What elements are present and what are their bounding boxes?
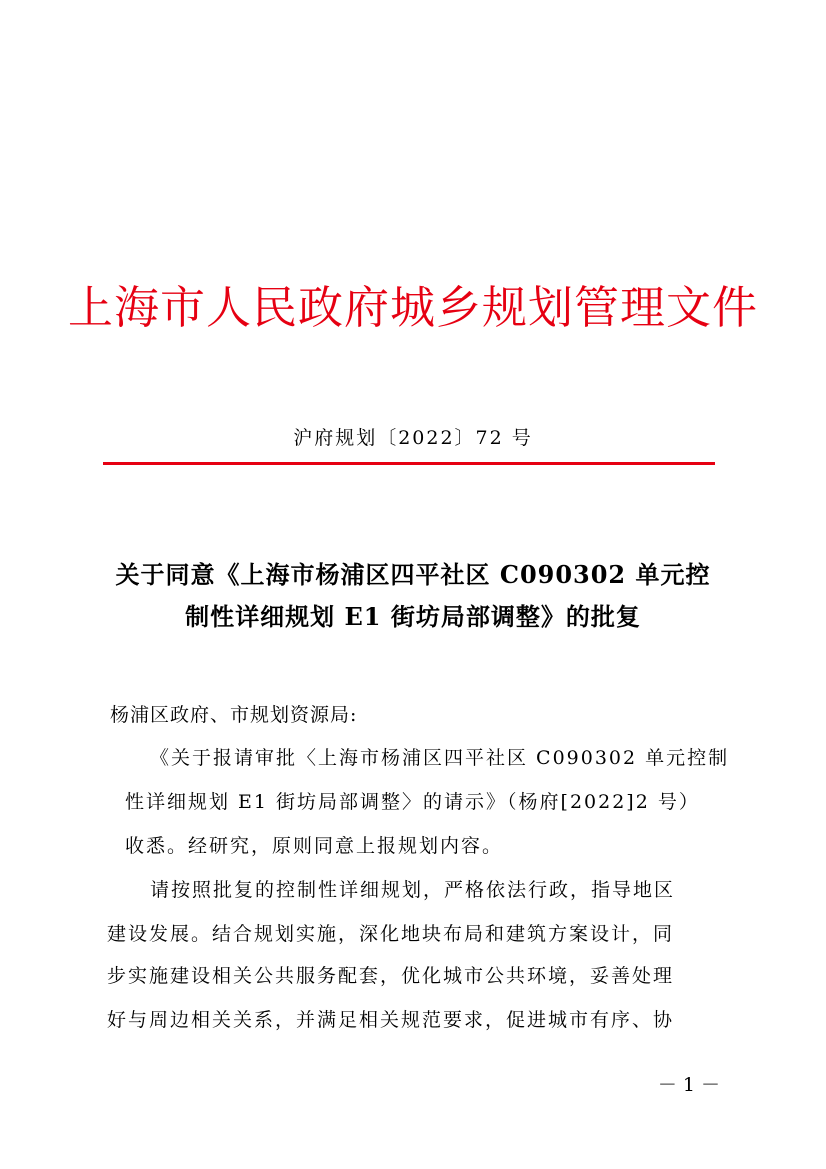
red-separator-rule [103,462,715,465]
paragraph-2-line: 请按照批复的控制性详细规划，严格依法行政，指导地区 [150,879,676,901]
document-issuer-header: 上海市人民政府城乡规划管理文件 [67,281,758,334]
document-number: 沪府规划〔2022〕72 号 [293,427,533,449]
recipient-line: 杨浦区政府、市规划资源局: [110,704,358,726]
paragraph-1-line: 《关于报请审批〈上海市杨浦区四平社区 C090302 单元控制 [150,747,730,769]
paragraph-2-line: 步实施建设相关公共服务配套，优化城市公共环境，妥善处理 [107,965,675,987]
paragraph-1-line: 收悉。经研究，原则同意上报规划内容。 [125,835,504,857]
paragraph-2-line: 建设发展。结合规划实施，深化地块布局和建筑方案设计，同 [107,923,675,945]
document-title-line-1: 关于同意《上海市杨浦区四平社区 C090302 单元控 [115,560,711,589]
paragraph-1-line: 性详细规划 E1 街坊局部调整〉的请示》（杨府[2022]2 号） [125,791,700,813]
paragraph-2-line: 好与周边相关关系，并满足相关规范要求，促进城市有序、协 [107,1009,675,1031]
page-number: － 1 － [657,1074,720,1096]
document-title-line-2: 制性详细规划 E1 街坊局部调整》的批复 [185,602,641,631]
